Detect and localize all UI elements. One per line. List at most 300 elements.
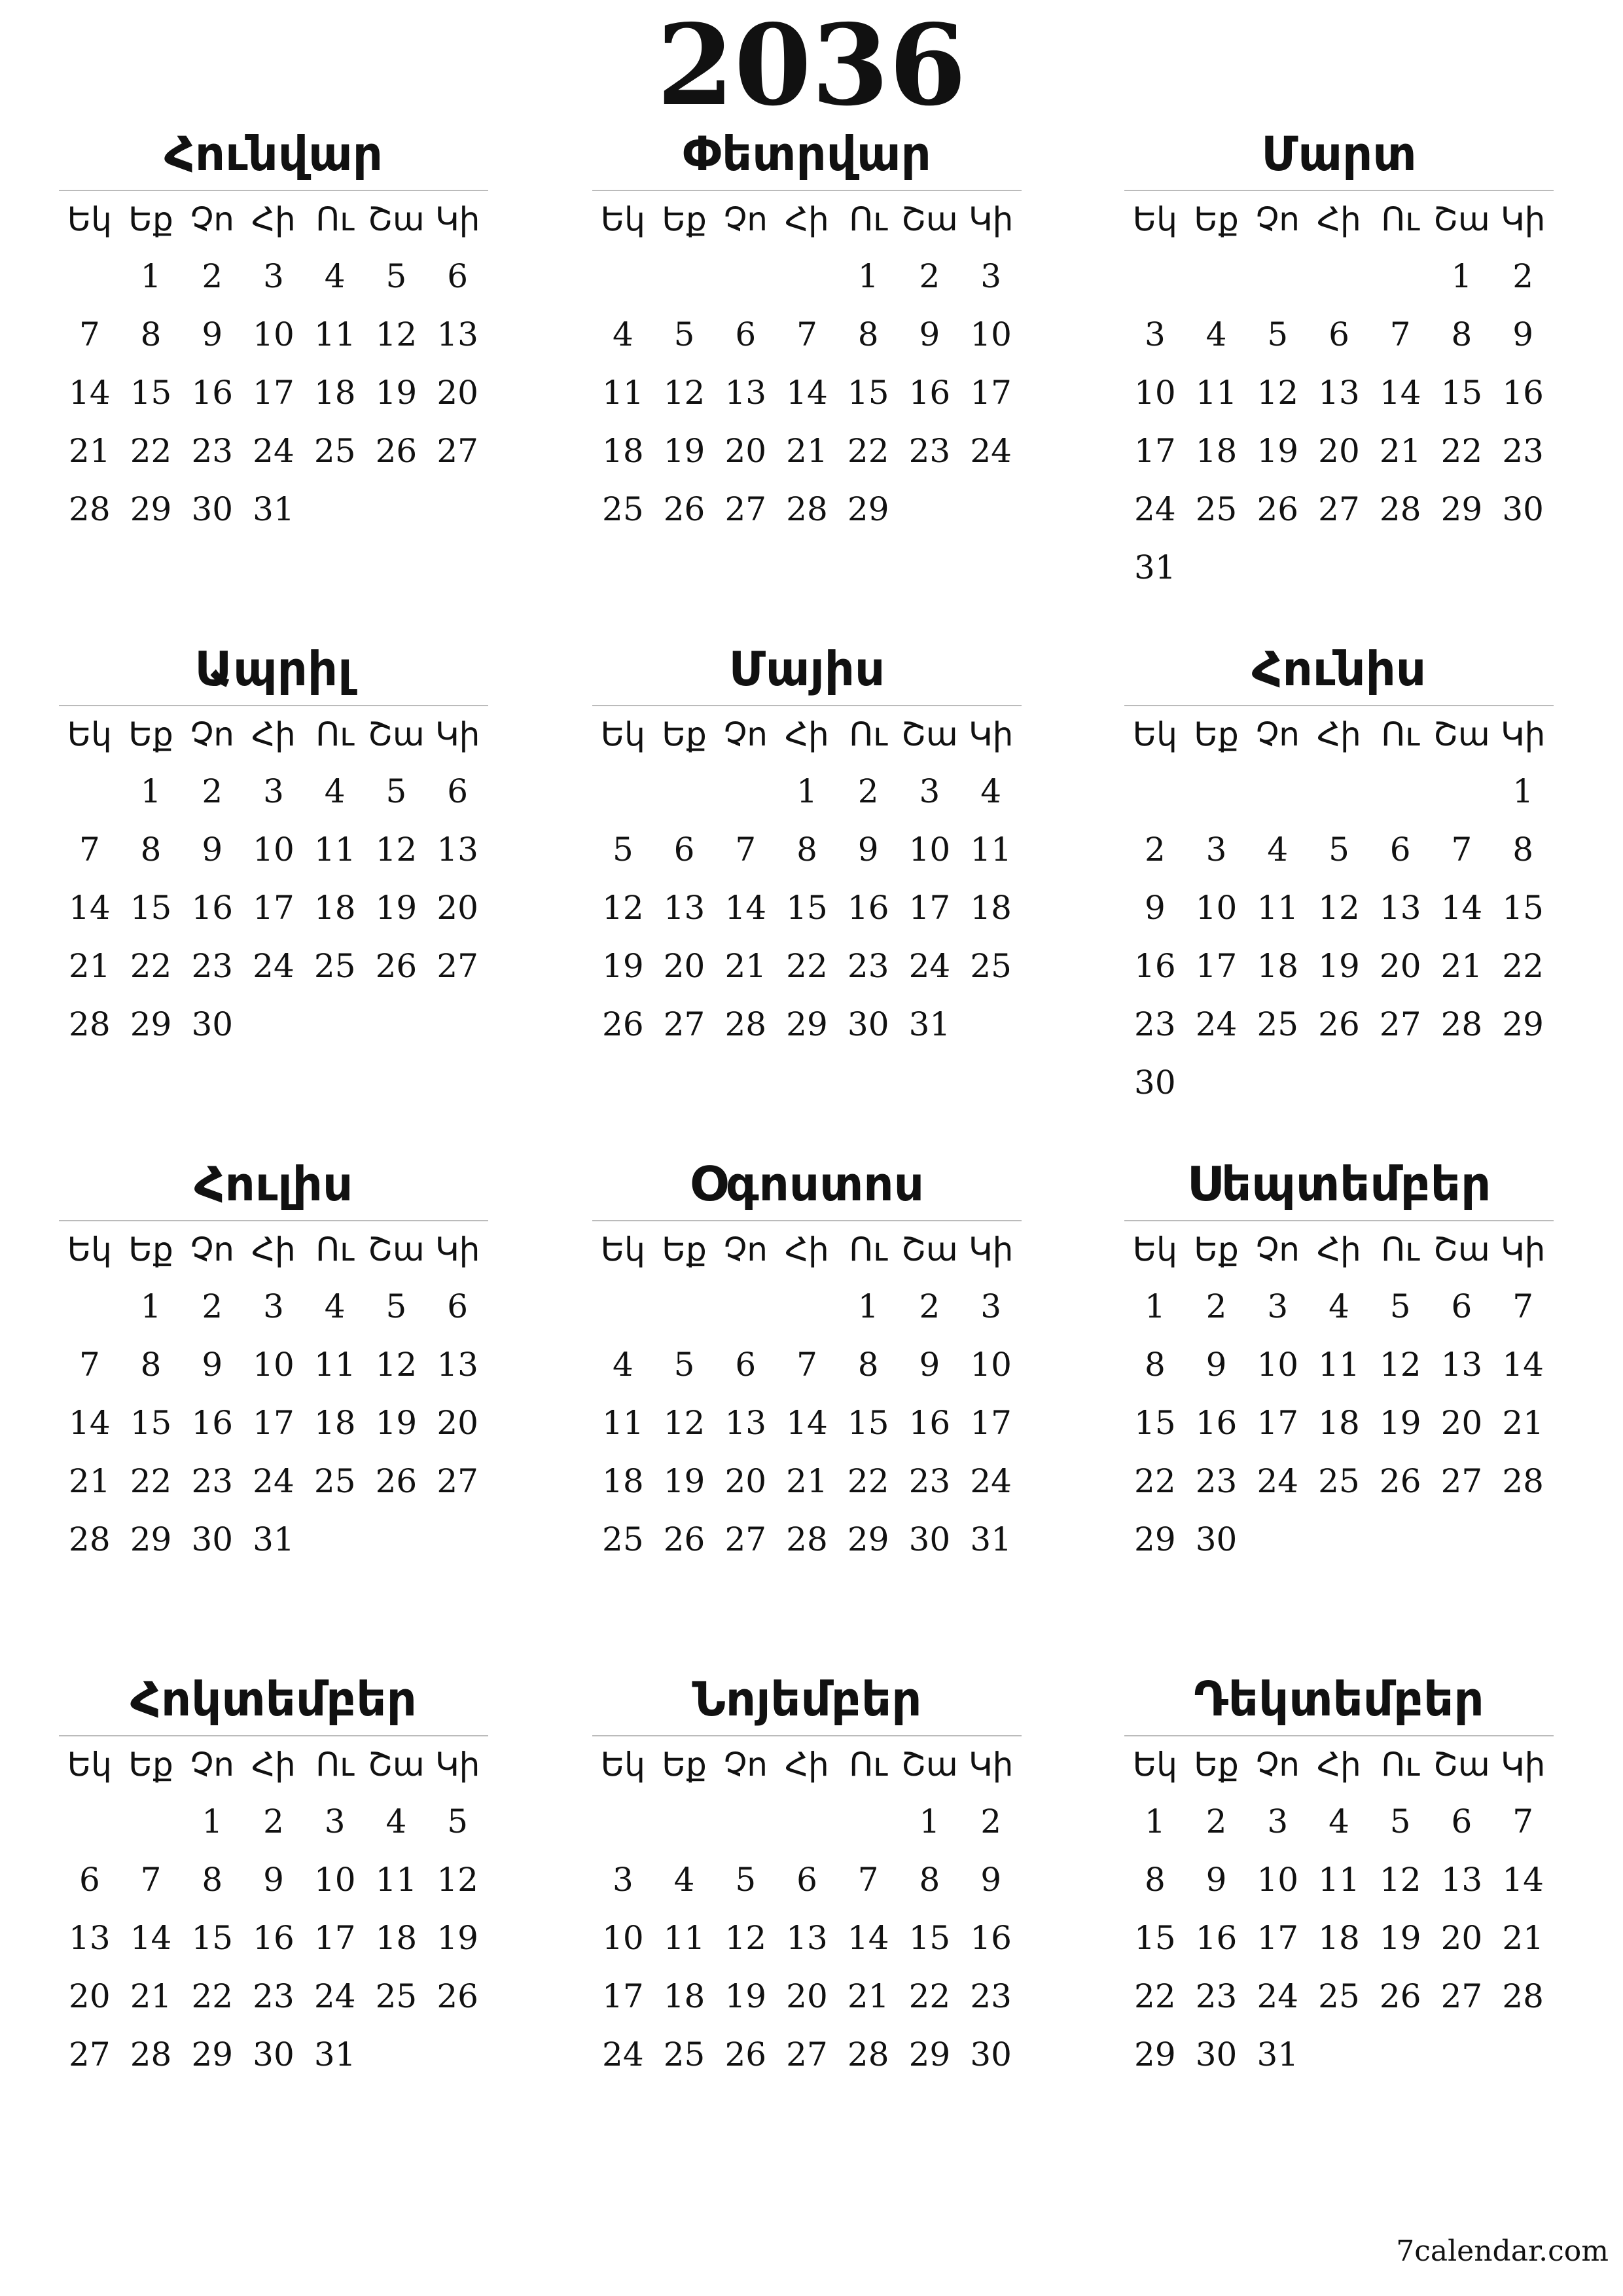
day-cell: 17 [970,374,1012,412]
week-row [1124,422,1554,480]
day-cell: 10 [970,1346,1012,1384]
day-cell [427,2026,488,2084]
weekday-label: Կի [1500,200,1546,238]
day-cell: 8 [857,315,879,353]
day-cell: 6 [447,257,469,295]
day-cell: 9 [1144,889,1166,927]
day-cell: 29 [847,1520,889,1558]
week-row [592,1278,1022,1336]
weekday-label: Հի [251,200,296,238]
day-cell: 25 [970,947,1012,985]
weekday-label: Ու [1381,200,1419,238]
day-cell: 11 [970,831,1012,869]
day-cell: 4 [1205,315,1227,353]
day-cell: 23 [1134,1005,1176,1043]
day-cell [1431,539,1493,597]
day-cell: 30 [1195,2036,1238,2073]
week-row [1124,937,1554,996]
weekday-label: Չո [190,200,234,238]
day-cell [592,247,654,306]
day-cell [366,480,427,539]
day-cell: 9 [857,831,879,869]
day-cell: 2 [202,772,223,810]
day-cell: 26 [1379,1462,1421,1500]
day-cell: 14 [786,374,828,412]
month-block [592,1148,1022,1569]
weekday-header-row [59,706,488,762]
day-cell [427,996,488,1054]
day-cell: 10 [253,315,294,353]
day-cell: 5 [1389,1803,1411,1840]
day-cell: 29 [847,490,889,528]
day-cell: 4 [1329,1803,1349,1840]
week-row [592,996,1022,1054]
day-cell: 3 [1267,1287,1289,1325]
day-cell: 30 [908,1520,951,1558]
weekday-label: Եք [128,715,173,753]
day-cell: 25 [375,1977,418,2015]
day-cell [243,996,304,1054]
week-row [592,821,1022,879]
day-cell: 7 [735,831,757,869]
weekday-label: Կի [435,1230,480,1268]
day-cell: 3 [1205,831,1227,869]
day-cell [1124,247,1186,306]
weekday-label: Ու [849,200,887,238]
day-cell: 19 [724,1977,767,2015]
day-cell: 4 [324,257,346,295]
month-name: Փետրվար [683,126,931,181]
day-cell: 20 [69,1977,111,2015]
day-cell: 2 [202,257,223,295]
day-cell [654,1793,715,1851]
day-cell: 10 [253,1346,294,1384]
day-cell [1247,762,1308,821]
day-cell: 28 [786,1520,828,1558]
day-cell: 7 [1451,831,1472,869]
month-block [59,633,488,1054]
day-cell: 9 [1512,315,1534,353]
month-name: Օգոստոս [690,1157,924,1211]
day-cell: 15 [130,889,172,927]
weekday-label: Եկ [67,715,112,753]
day-cell: 21 [130,1977,172,2015]
weekday-label: Շա [368,1230,425,1268]
weekday-label: Կի [435,200,480,238]
day-cell: 2 [263,1803,284,1840]
day-cell: 1 [1144,1803,1166,1840]
day-cell: 21 [69,432,111,470]
day-cell: 27 [1379,1005,1421,1043]
day-cell: 10 [1134,374,1176,412]
day-cell: 29 [130,1520,172,1558]
day-cell: 27 [1440,1462,1483,1500]
day-cell: 19 [663,1462,705,1500]
day-cell: 31 [970,1520,1012,1558]
day-cell: 30 [970,2036,1012,2073]
day-cell: 27 [1440,1977,1483,2015]
day-cell: 12 [375,315,418,353]
weekday-header-row [59,191,488,247]
day-cell: 31 [253,490,294,528]
day-cell: 1 [857,1287,879,1325]
weekday-header-row [1124,706,1554,762]
day-cell [427,1511,488,1569]
day-cell [960,996,1022,1054]
day-cell [304,996,366,1054]
week-row [59,1394,488,1452]
week-row [1124,1278,1554,1336]
day-cell: 28 [69,1520,111,1558]
day-cell: 21 [786,1462,828,1500]
day-cell: 14 [1379,374,1421,412]
week-row [592,480,1022,539]
week-row [1124,996,1554,1054]
day-cell: 27 [437,1462,478,1500]
day-cell: 2 [919,1287,940,1325]
day-cell [592,1793,654,1851]
weekday-label: Հի [1317,715,1361,753]
day-cell: 29 [130,1005,172,1043]
day-cell: 7 [857,1861,879,1899]
month-block [1124,1663,1554,2084]
weekday-label: Ու [849,1230,887,1268]
day-cell: 27 [786,2036,828,2073]
day-cell: 24 [970,1462,1012,1500]
weekday-label: Կի [968,1746,1014,1784]
day-cell: 17 [602,1977,644,2015]
day-cell [304,480,366,539]
day-cell: 12 [375,1346,418,1384]
week-row [592,364,1022,422]
weekday-label: Ու [315,1230,354,1268]
day-cell: 18 [663,1977,705,2015]
week-row [592,1336,1022,1394]
day-cell: 6 [735,1346,757,1384]
day-cell [776,1278,838,1336]
day-cell: 29 [1134,2036,1176,2073]
week-row [592,879,1022,937]
day-cell: 22 [130,1462,172,1500]
week-row [1124,1054,1554,1112]
weekday-label: Չո [723,200,768,238]
day-cell [1492,1511,1554,1569]
month-name: Հուլիս [194,1157,353,1211]
day-cell [1247,247,1308,306]
day-cell: 10 [602,1919,644,1957]
day-cell: 19 [1379,1404,1421,1442]
day-cell: 8 [1144,1861,1166,1899]
day-cell: 5 [735,1861,757,1899]
weekday-label: Եկ [67,1746,112,1784]
day-cell: 14 [1502,1861,1544,1899]
weekday-label: Կի [968,715,1014,753]
day-cell: 28 [130,2036,172,2073]
day-cell [59,1793,120,1851]
day-cell: 25 [1257,1005,1299,1043]
day-cell: 15 [786,889,828,927]
weekday-label: Շա [368,715,425,753]
day-cell: 23 [1502,432,1544,470]
day-cell: 2 [919,257,940,295]
day-cell: 22 [130,432,172,470]
weekday-label: Կի [435,1746,480,1784]
day-cell: 3 [612,1861,633,1899]
week-row [592,2026,1022,2084]
weekday-header-row [592,706,1022,762]
day-cell: 25 [1195,490,1238,528]
week-row [1124,480,1554,539]
day-cell: 13 [1440,1346,1483,1384]
week-row [59,821,488,879]
day-cell: 11 [1318,1346,1360,1384]
day-cell: 4 [980,772,1002,810]
day-cell: 29 [1440,490,1483,528]
day-cell: 18 [1195,432,1238,470]
day-cell: 21 [69,947,111,985]
day-cell: 26 [375,1462,418,1500]
day-cell [1308,2026,1370,2084]
day-cell [304,1511,366,1569]
day-cell [1492,539,1554,597]
day-cell: 28 [1379,490,1421,528]
day-cell: 17 [970,1404,1012,1442]
week-row [1124,247,1554,306]
day-cell: 11 [313,831,356,869]
day-cell: 17 [253,374,294,412]
day-cell [1124,762,1186,821]
day-cell: 20 [786,1977,828,2015]
day-cell: 16 [253,1919,294,1957]
day-cell: 18 [313,1404,356,1442]
day-cell: 20 [724,432,767,470]
day-cell [1186,762,1247,821]
day-cell: 8 [1144,1346,1166,1384]
weekday-label: Կի [968,1230,1014,1268]
day-cell [715,1793,776,1851]
weekday-label: Եկ [600,200,645,238]
day-cell: 15 [1440,374,1483,412]
day-cell: 16 [191,374,234,412]
day-cell: 19 [1318,947,1360,985]
day-cell: 30 [847,1005,889,1043]
day-cell: 23 [253,1977,294,2015]
week-row [592,247,1022,306]
weekday-label: Շա [1433,200,1490,238]
weekday-label: Եկ [1132,200,1177,238]
day-cell: 6 [735,315,757,353]
weekday-label: Ու [1381,715,1419,753]
day-cell: 19 [375,1404,418,1442]
day-cell: 4 [324,772,346,810]
weekday-header-row [1124,191,1554,247]
day-cell: 14 [69,1404,111,1442]
day-cell: 12 [1318,889,1360,927]
day-cell: 10 [1195,889,1238,927]
day-cell [592,762,654,821]
weekday-label: Եկ [600,715,645,753]
day-cell: 23 [970,1977,1012,2015]
day-cell [1247,1054,1308,1112]
day-cell: 21 [847,1977,889,2015]
day-cell: 8 [140,1346,162,1384]
day-cell: 22 [847,1462,889,1500]
day-cell [1308,247,1370,306]
day-cell: 13 [437,315,478,353]
weekday-label: Եք [662,1230,707,1268]
day-cell: 11 [602,374,644,412]
day-cell: 18 [313,374,356,412]
day-cell: 24 [908,947,951,985]
day-cell: 1 [140,1287,162,1325]
day-cell: 14 [724,889,767,927]
day-cell: 4 [612,315,633,353]
month-block [59,1148,488,1569]
day-cell [1431,1511,1493,1569]
week-row [592,422,1022,480]
day-cell [366,1511,427,1569]
weekday-label: Չո [723,1230,768,1268]
weekday-label: Շա [901,1746,958,1784]
day-cell: 12 [724,1919,767,1957]
day-cell: 24 [602,2036,644,2073]
day-cell: 8 [919,1861,940,1899]
day-cell: 24 [1257,1977,1299,2015]
week-row [592,1909,1022,1967]
month-block [1124,633,1554,1112]
day-cell: 8 [140,831,162,869]
day-cell [1308,1054,1370,1112]
day-cell: 5 [385,1287,407,1325]
day-cell: 28 [1502,1977,1544,2015]
day-cell: 20 [437,1404,478,1442]
day-cell: 7 [79,831,100,869]
day-cell [1370,762,1431,821]
weekday-header-row [592,1221,1022,1278]
day-cell: 11 [375,1861,418,1899]
day-cell: 5 [612,831,633,869]
day-cell: 4 [673,1861,695,1899]
day-cell: 5 [673,1346,695,1384]
week-row [592,1793,1022,1851]
day-cell: 20 [1440,1919,1483,1957]
day-cell: 22 [1134,1977,1176,2015]
weekday-label: Չո [1255,200,1300,238]
day-cell: 17 [1195,947,1238,985]
day-cell: 21 [1440,947,1483,985]
week-row [592,1452,1022,1511]
day-cell: 14 [1440,889,1483,927]
day-cell: 24 [1134,490,1176,528]
day-cell: 15 [847,374,889,412]
week-row [1124,1336,1554,1394]
weekday-label: Եք [662,1746,707,1784]
day-cell: 5 [385,257,407,295]
week-row [59,1909,488,1967]
day-cell: 15 [191,1919,234,1957]
week-row [59,1967,488,2026]
weekday-label: Եք [128,1746,173,1784]
weekday-label: Չո [1255,715,1300,753]
day-cell: 16 [1195,1919,1238,1957]
day-cell [1247,1511,1308,1569]
week-row [1124,1452,1554,1511]
day-cell: 24 [253,947,294,985]
day-cell: 5 [447,1803,469,1840]
day-cell: 18 [1257,947,1299,985]
day-cell: 30 [191,1520,234,1558]
weekday-label: Շա [1433,1230,1490,1268]
weekday-label: Շա [901,1230,958,1268]
week-row [59,1793,488,1851]
weekday-label: Ու [1381,1746,1419,1784]
day-cell: 6 [1389,831,1411,869]
day-cell: 3 [324,1803,346,1840]
weekday-label: Չո [190,1746,234,1784]
day-cell: 16 [191,1404,234,1442]
week-row [1124,2026,1554,2084]
month-block [1124,118,1554,597]
weekday-label: Ու [849,715,887,753]
weekday-label: Եկ [1132,1230,1177,1268]
day-cell [1370,2026,1431,2084]
day-cell: 13 [1379,889,1421,927]
weekday-label: Եկ [600,1230,645,1268]
day-cell: 29 [130,490,172,528]
day-cell: 5 [385,772,407,810]
day-cell: 6 [79,1861,100,1899]
day-cell: 30 [191,1005,234,1043]
day-cell: 28 [1440,1005,1483,1043]
day-cell: 15 [130,1404,172,1442]
day-cell: 20 [1318,432,1360,470]
month-block [59,1663,488,2084]
weekday-header-row [59,1221,488,1278]
day-cell [1186,1054,1247,1112]
week-row [592,1511,1022,1569]
month-name: Ապրիլ [194,641,353,696]
weekday-label: Շա [1433,715,1490,753]
day-cell: 14 [69,889,111,927]
week-row [59,1452,488,1511]
day-cell: 8 [1451,315,1472,353]
day-cell: 3 [919,772,940,810]
day-cell: 24 [253,1462,294,1500]
day-cell: 22 [1502,947,1544,985]
day-cell: 26 [375,947,418,985]
day-cell: 17 [253,1404,294,1442]
weekday-label: Հի [251,1746,296,1784]
day-cell: 4 [385,1803,407,1840]
day-cell: 9 [202,831,223,869]
day-cell: 11 [602,1404,644,1442]
day-cell: 13 [437,831,478,869]
day-cell: 9 [202,315,223,353]
day-cell: 24 [1257,1462,1299,1500]
month-name: Հունիս [1251,641,1427,696]
month-name: Նոյեմբեր [692,1672,922,1727]
weekday-label: Հի [1317,1230,1361,1268]
day-cell: 3 [263,1287,284,1325]
day-cell: 27 [69,2036,111,2073]
day-cell: 30 [1195,1520,1238,1558]
day-cell: 18 [375,1919,418,1957]
day-cell [1247,539,1308,597]
day-cell [366,2026,427,2084]
day-cell: 9 [202,1346,223,1384]
day-cell: 26 [724,2036,767,2073]
weekday-label: Եք [128,1230,173,1268]
